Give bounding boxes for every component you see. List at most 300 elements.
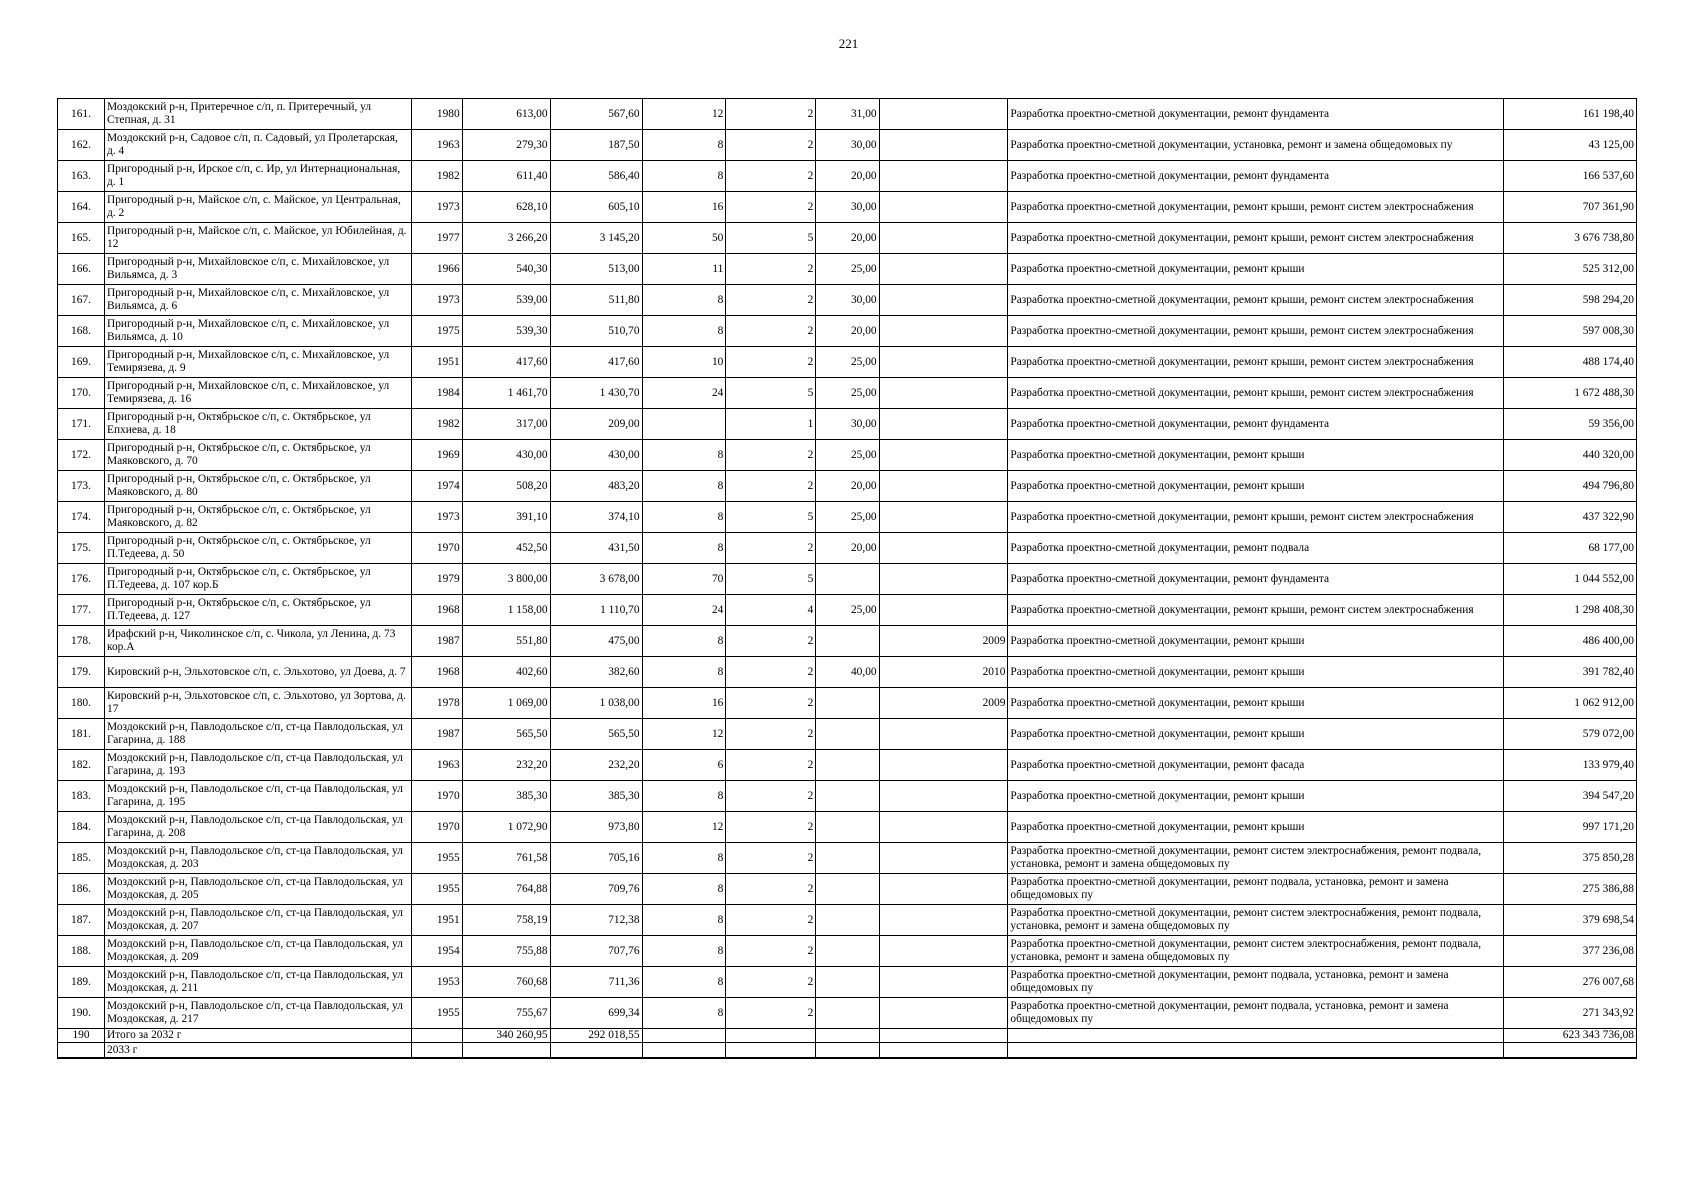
row-number: 166.: [58, 254, 105, 285]
row-number: 187.: [58, 905, 105, 936]
table-row: [58, 626, 1637, 657]
row-area-living: 374,10: [550, 502, 642, 533]
row-cost: 377 236,08: [1504, 936, 1637, 967]
row-wear: [816, 626, 879, 657]
row-repair-year: 2010: [879, 657, 1008, 688]
row-cost: 391 782,40: [1504, 657, 1637, 688]
row-repair-year: [879, 812, 1008, 843]
row-address: Моздокский р-н, Павлодольское с/п, ст-ца Павлодольская, ул Моздокская, д. 209: [105, 936, 412, 967]
row-area-living: 565,50: [550, 719, 642, 750]
row-floors: 2: [726, 688, 816, 719]
row-works: Разработка проектно-сметной документации, ремонт крыши, ремонт систем электроснабжения: [1008, 502, 1504, 533]
row-cost: 59 356,00: [1504, 409, 1637, 440]
row-floors: 2: [726, 192, 816, 223]
row-repair-year: [879, 595, 1008, 626]
row-build-year: 1982: [411, 409, 462, 440]
row-number: 173.: [58, 471, 105, 502]
row-floors: 2: [726, 440, 816, 471]
row-wear: 25,00: [816, 440, 879, 471]
row-cost: 379 698,54: [1504, 905, 1637, 936]
row-area-living: 510,70: [550, 316, 642, 347]
row-floors: 2: [726, 874, 816, 905]
row-area-living: 232,20: [550, 750, 642, 781]
table-row: [58, 223, 1637, 254]
row-wear: [816, 719, 879, 750]
row-area-total: 613,00: [462, 99, 550, 130]
row-area-total: 1 072,90: [462, 812, 550, 843]
table-row: [58, 347, 1637, 378]
row-area-total: 755,88: [462, 936, 550, 967]
row-area-total: 391,10: [462, 502, 550, 533]
row-floors: 2: [726, 657, 816, 688]
row-repair-year: [879, 223, 1008, 254]
row-build-year: 1975: [411, 316, 462, 347]
row-apartments: 8: [642, 905, 726, 936]
row-apartments: 8: [642, 471, 726, 502]
row-number: 163.: [58, 161, 105, 192]
row-repair-year: [879, 161, 1008, 192]
row-address: Моздокский р-н, Павлодольское с/п, ст-ца Павлодольская, ул Гагарина, д. 208: [105, 812, 412, 843]
row-works: Разработка проектно-сметной документации, ремонт крыши: [1008, 688, 1504, 719]
row-cost: 997 171,20: [1504, 812, 1637, 843]
row-address: Моздокский р-н, Павлодольское с/п, ст-ца Павлодольская, ул Моздокская, д. 217: [105, 998, 412, 1029]
row-build-year: 1969: [411, 440, 462, 471]
row-apartments: 24: [642, 378, 726, 409]
row-repair-year: [879, 471, 1008, 502]
row-area-living: 3 678,00: [550, 564, 642, 595]
row-area-total: 539,00: [462, 285, 550, 316]
row-works: Разработка проектно-сметной документации, ремонт крыши: [1008, 626, 1504, 657]
row-apartments: 8: [642, 781, 726, 812]
row-area-total: 540,30: [462, 254, 550, 285]
row-wear: 30,00: [816, 130, 879, 161]
row-number: 164.: [58, 192, 105, 223]
row-area-living: 605,10: [550, 192, 642, 223]
row-number: 168.: [58, 316, 105, 347]
row-wear: 25,00: [816, 595, 879, 626]
row-number: 176.: [58, 564, 105, 595]
row-cost: 440 320,00: [1504, 440, 1637, 471]
row-floors: 2: [726, 130, 816, 161]
row-area-living: 431,50: [550, 533, 642, 564]
row-wear: [816, 688, 879, 719]
row-works: Разработка проектно-сметной документации, ремонт подвала: [1008, 533, 1504, 564]
row-repair-year: 2009: [879, 626, 1008, 657]
row-wear: 20,00: [816, 316, 879, 347]
row-works: Разработка проектно-сметной документации, ремонт крыши: [1008, 781, 1504, 812]
row-wear: [816, 781, 879, 812]
row-repair-year: [879, 781, 1008, 812]
table-row: [58, 874, 1637, 905]
total-row: [58, 1029, 1637, 1043]
row-address: Моздокский р-н, Павлодольское с/п, ст-ца Павлодольская, ул Моздокская, д. 205: [105, 874, 412, 905]
row-apartments: 12: [642, 99, 726, 130]
row-number: 190.: [58, 998, 105, 1029]
row-works: Разработка проектно-сметной документации, ремонт крыши: [1008, 812, 1504, 843]
row-area-total: 611,40: [462, 161, 550, 192]
row-floors: 2: [726, 533, 816, 564]
row-area-living: 475,00: [550, 626, 642, 657]
row-area-living: 1 110,70: [550, 595, 642, 626]
row-area-total: 317,00: [462, 409, 550, 440]
row-address: Пригородный р-н, Михайловское с/п, с. Михайловское, ул Темирязева, д. 9: [105, 347, 412, 378]
row-build-year: 1970: [411, 781, 462, 812]
row-wear: 25,00: [816, 347, 879, 378]
row-build-year: 1970: [411, 533, 462, 564]
row-floors: 2: [726, 254, 816, 285]
table-row: [58, 161, 1637, 192]
row-apartments: 8: [642, 533, 726, 564]
row-area-living: 712,38: [550, 905, 642, 936]
row-build-year: 1970: [411, 812, 462, 843]
row-wear: [816, 967, 879, 998]
table-row: [58, 440, 1637, 471]
row-area-living: 382,60: [550, 657, 642, 688]
row-number: 178.: [58, 626, 105, 657]
row-works: Разработка проектно-сметной документации, ремонт крыши, ремонт систем электроснабжения: [1008, 223, 1504, 254]
row-apartments: 8: [642, 161, 726, 192]
row-works: Разработка проектно-сметной документации, ремонт систем электроснабжения, ремонт подвала, установка, ремонт и замена общедомовых пу: [1008, 936, 1504, 967]
table-row: [58, 657, 1637, 688]
row-repair-year: [879, 192, 1008, 223]
row-cost: 579 072,00: [1504, 719, 1637, 750]
row-floors: 2: [726, 781, 816, 812]
row-works: Разработка проектно-сметной документации, ремонт крыши, ремонт систем электроснабжения: [1008, 378, 1504, 409]
row-wear: 20,00: [816, 223, 879, 254]
year-heading: 2033 г: [105, 1043, 412, 1059]
row-number: 174.: [58, 502, 105, 533]
row-works: Разработка проектно-сметной документации, ремонт крыши, ремонт систем электроснабжения: [1008, 192, 1504, 223]
row-cost: 394 547,20: [1504, 781, 1637, 812]
total-label: Итого за 2032 г: [105, 1029, 412, 1043]
row-works: Разработка проектно-сметной документации, ремонт крыши: [1008, 657, 1504, 688]
row-apartments: 8: [642, 843, 726, 874]
row-number: 162.: [58, 130, 105, 161]
row-address: Пригородный р-н, Михайловское с/п, с. Михайловское, ул Вильямса, д. 10: [105, 316, 412, 347]
row-works: Разработка проектно-сметной документации, ремонт фундамента: [1008, 161, 1504, 192]
row-floors: 5: [726, 502, 816, 533]
row-apartments: 8: [642, 626, 726, 657]
row-build-year: 1951: [411, 347, 462, 378]
row-repair-year: [879, 440, 1008, 471]
row-works: Разработка проектно-сметной документации, ремонт крыши: [1008, 719, 1504, 750]
table-row: [58, 812, 1637, 843]
row-repair-year: [879, 750, 1008, 781]
row-apartments: 16: [642, 688, 726, 719]
row-repair-year: [879, 347, 1008, 378]
row-address: Пригородный р-н, Октябрьское с/п, с. Октябрьское, ул Маяковского, д. 70: [105, 440, 412, 471]
row-works: Разработка проектно-сметной документации, ремонт фундамента: [1008, 564, 1504, 595]
table-row: [58, 254, 1637, 285]
row-area-total: 551,80: [462, 626, 550, 657]
row-build-year: 1955: [411, 998, 462, 1029]
row-wear: [816, 812, 879, 843]
row-floors: 2: [726, 316, 816, 347]
row-number: 184.: [58, 812, 105, 843]
row-repair-year: [879, 967, 1008, 998]
page-number: 221: [838, 36, 859, 51]
row-cost: 375 850,28: [1504, 843, 1637, 874]
row-floors: 2: [726, 812, 816, 843]
row-address: Пригородный р-н, Михайловское с/п, с. Михайловское, ул Темирязева, д. 16: [105, 378, 412, 409]
row-area-living: 187,50: [550, 130, 642, 161]
row-works: Разработка проектно-сметной документации, ремонт крыши: [1008, 254, 1504, 285]
row-number: 175.: [58, 533, 105, 564]
row-cost: 68 177,00: [1504, 533, 1637, 564]
row-floors: 2: [726, 347, 816, 378]
row-address: Пригородный р-н, Майское с/п, с. Майское, ул Юбилейная, д. 12: [105, 223, 412, 254]
row-repair-year: [879, 316, 1008, 347]
row-area-total: 3 266,20: [462, 223, 550, 254]
row-build-year: 1978: [411, 688, 462, 719]
table-row: [58, 316, 1637, 347]
table-row: [58, 130, 1637, 161]
table-row: [58, 502, 1637, 533]
row-address: Моздокский р-н, Павлодольское с/п, ст-ца Павлодольская, ул Гагарина, д. 195: [105, 781, 412, 812]
row-apartments: 8: [642, 967, 726, 998]
row-repair-year: [879, 99, 1008, 130]
row-cost: 275 386,88: [1504, 874, 1637, 905]
row-cost: 598 294,20: [1504, 285, 1637, 316]
row-build-year: 1973: [411, 192, 462, 223]
row-build-year: 1968: [411, 595, 462, 626]
row-works: Разработка проектно-сметной документации, ремонт фундамента: [1008, 99, 1504, 130]
row-area-living: 209,00: [550, 409, 642, 440]
table-row: [58, 905, 1637, 936]
row-repair-year: [879, 378, 1008, 409]
total-count: 190: [58, 1029, 105, 1043]
row-floors: 5: [726, 564, 816, 595]
row-wear: 40,00: [816, 657, 879, 688]
row-area-total: 539,30: [462, 316, 550, 347]
row-apartments: 8: [642, 130, 726, 161]
row-number: 186.: [58, 874, 105, 905]
row-number: 171.: [58, 409, 105, 440]
row-area-living: 711,36: [550, 967, 642, 998]
table-row: [58, 533, 1637, 564]
row-build-year: 1982: [411, 161, 462, 192]
row-repair-year: [879, 998, 1008, 1029]
row-area-total: 761,58: [462, 843, 550, 874]
row-wear: [816, 998, 879, 1029]
row-floors: 2: [726, 843, 816, 874]
row-floors: 2: [726, 471, 816, 502]
row-area-living: 430,00: [550, 440, 642, 471]
row-build-year: 1977: [411, 223, 462, 254]
row-build-year: 1954: [411, 936, 462, 967]
table-row: [58, 998, 1637, 1029]
row-cost: 488 174,40: [1504, 347, 1637, 378]
row-address: Пригородный р-н, Октябрьское с/п, с. Октябрьское, ул П.Тедеева, д. 50: [105, 533, 412, 564]
row-number: 189.: [58, 967, 105, 998]
row-address: Пригородный р-н, Октябрьское с/п, с. Октябрьское, ул П.Тедеева, д. 127: [105, 595, 412, 626]
row-number: 185.: [58, 843, 105, 874]
row-area-total: 430,00: [462, 440, 550, 471]
table-row: [58, 378, 1637, 409]
row-address: Пригородный р-н, Майское с/п, с. Майское, ул Центральная, д. 2: [105, 192, 412, 223]
row-build-year: 1968: [411, 657, 462, 688]
row-repair-year: 2009: [879, 688, 1008, 719]
row-number: 180.: [58, 688, 105, 719]
row-wear: [816, 905, 879, 936]
row-works: Разработка проектно-сметной документации, ремонт крыши: [1008, 471, 1504, 502]
row-address: Кировский р-н, Эльхотовское с/п, с. Эльхотово, ул Доева, д. 7: [105, 657, 412, 688]
row-apartments: [642, 409, 726, 440]
table-row: [58, 564, 1637, 595]
row-wear: 25,00: [816, 502, 879, 533]
row-works: Разработка проектно-сметной документации, ремонт подвала, установка, ремонт и замена общедомовых пу: [1008, 998, 1504, 1029]
row-number: 167.: [58, 285, 105, 316]
row-address: Моздокский р-н, Павлодольское с/п, ст-ца Павлодольская, ул Гагарина, д. 193: [105, 750, 412, 781]
row-area-total: 1 158,00: [462, 595, 550, 626]
row-area-total: 628,10: [462, 192, 550, 223]
row-number: 161.: [58, 99, 105, 130]
table-row: [58, 192, 1637, 223]
capital-repair-table: [57, 98, 1637, 1059]
total-area-living: 292 018,55: [550, 1029, 642, 1043]
row-build-year: 1973: [411, 502, 462, 533]
row-area-living: 699,34: [550, 998, 642, 1029]
row-area-total: 758,19: [462, 905, 550, 936]
row-area-living: 1 430,70: [550, 378, 642, 409]
row-area-living: 417,60: [550, 347, 642, 378]
row-number: 181.: [58, 719, 105, 750]
table-row: [58, 471, 1637, 502]
row-wear: 20,00: [816, 533, 879, 564]
row-apartments: 8: [642, 316, 726, 347]
row-apartments: 12: [642, 719, 726, 750]
row-area-total: 232,20: [462, 750, 550, 781]
row-repair-year: [879, 285, 1008, 316]
row-repair-year: [879, 843, 1008, 874]
table-row: [58, 781, 1637, 812]
row-wear: 30,00: [816, 285, 879, 316]
row-wear: 31,00: [816, 99, 879, 130]
row-build-year: 1984: [411, 378, 462, 409]
row-floors: 2: [726, 626, 816, 657]
row-cost: 133 979,40: [1504, 750, 1637, 781]
row-build-year: 1987: [411, 719, 462, 750]
row-address: Пригородный р-н, Ирское с/п, с. Ир, ул Интернациональная, д. 1: [105, 161, 412, 192]
row-floors: 2: [726, 998, 816, 1029]
row-apartments: 70: [642, 564, 726, 595]
row-build-year: 1963: [411, 130, 462, 161]
row-apartments: 24: [642, 595, 726, 626]
row-apartments: 16: [642, 192, 726, 223]
row-area-total: 508,20: [462, 471, 550, 502]
row-cost: 271 343,92: [1504, 998, 1637, 1029]
row-floors: 5: [726, 223, 816, 254]
row-works: Разработка проектно-сметной документации, ремонт фасада: [1008, 750, 1504, 781]
row-cost: 1 044 552,00: [1504, 564, 1637, 595]
row-floors: 2: [726, 161, 816, 192]
row-apartments: 8: [642, 285, 726, 316]
row-area-total: 3 800,00: [462, 564, 550, 595]
row-area-living: 973,80: [550, 812, 642, 843]
row-build-year: 1955: [411, 874, 462, 905]
row-build-year: 1974: [411, 471, 462, 502]
row-apartments: 11: [642, 254, 726, 285]
row-repair-year: [879, 533, 1008, 564]
row-area-total: 385,30: [462, 781, 550, 812]
row-repair-year: [879, 502, 1008, 533]
row-cost: 43 125,00: [1504, 130, 1637, 161]
row-area-total: 1 069,00: [462, 688, 550, 719]
row-area-living: 567,60: [550, 99, 642, 130]
row-cost: 3 676 738,80: [1504, 223, 1637, 254]
row-floors: 5: [726, 378, 816, 409]
row-build-year: 1966: [411, 254, 462, 285]
row-repair-year: [879, 130, 1008, 161]
row-number: 172.: [58, 440, 105, 471]
row-area-living: 709,76: [550, 874, 642, 905]
row-wear: 30,00: [816, 409, 879, 440]
table-row: [58, 688, 1637, 719]
year-heading-row: [58, 1043, 1637, 1059]
row-floors: 2: [726, 719, 816, 750]
row-apartments: 8: [642, 998, 726, 1029]
row-repair-year: [879, 409, 1008, 440]
row-address: Моздокский р-н, Павлодольское с/п, ст-ца Павлодольская, ул Гагарина, д. 188: [105, 719, 412, 750]
row-cost: 597 008,30: [1504, 316, 1637, 347]
total-cost: 623 343 736,08: [1504, 1029, 1637, 1043]
row-address: Пригородный р-н, Михайловское с/п, с. Михайловское, ул Вильямса, д. 6: [105, 285, 412, 316]
table-row: [58, 409, 1637, 440]
row-build-year: 1951: [411, 905, 462, 936]
row-number: 188.: [58, 936, 105, 967]
row-wear: [816, 564, 879, 595]
row-area-total: 764,88: [462, 874, 550, 905]
row-number: 182.: [58, 750, 105, 781]
row-floors: 4: [726, 595, 816, 626]
row-cost: 707 361,90: [1504, 192, 1637, 223]
row-wear: 25,00: [816, 378, 879, 409]
table-row: [58, 99, 1637, 130]
row-wear: 20,00: [816, 471, 879, 502]
row-floors: 2: [726, 967, 816, 998]
row-works: Разработка проектно-сметной документации, установка, ремонт и замена общедомовых пу: [1008, 130, 1504, 161]
row-area-total: 1 461,70: [462, 378, 550, 409]
row-area-total: 452,50: [462, 533, 550, 564]
row-number: 183.: [58, 781, 105, 812]
row-apartments: 10: [642, 347, 726, 378]
row-cost: 437 322,90: [1504, 502, 1637, 533]
row-build-year: 1963: [411, 750, 462, 781]
row-wear: 25,00: [816, 254, 879, 285]
row-area-total: 760,68: [462, 967, 550, 998]
row-build-year: 1980: [411, 99, 462, 130]
row-cost: 486 400,00: [1504, 626, 1637, 657]
row-repair-year: [879, 719, 1008, 750]
row-build-year: 1955: [411, 843, 462, 874]
row-area-living: 511,80: [550, 285, 642, 316]
row-number: 179.: [58, 657, 105, 688]
row-wear: [816, 843, 879, 874]
row-cost: 1 672 488,30: [1504, 378, 1637, 409]
row-floors: 2: [726, 285, 816, 316]
row-works: Разработка проектно-сметной документации, ремонт крыши, ремонт систем электроснабжения: [1008, 285, 1504, 316]
row-works: Разработка проектно-сметной документации, ремонт систем электроснабжения, ремонт подвала, установка, ремонт и замена общедомовых пу: [1008, 905, 1504, 936]
row-cost: 525 312,00: [1504, 254, 1637, 285]
table-row: [58, 595, 1637, 626]
row-number: 170.: [58, 378, 105, 409]
row-address: Моздокский р-н, Притеречное с/п, п. Притеречный, ул Степная, д. 31: [105, 99, 412, 130]
table-row: [58, 285, 1637, 316]
row-works: Разработка проектно-сметной документации, ремонт систем электроснабжения, ремонт подвала, установка, ремонт и замена общедомовых пу: [1008, 843, 1504, 874]
table-row: [58, 843, 1637, 874]
row-address: Пригородный р-н, Октябрьское с/п, с. Октябрьское, ул Маяковского, д. 80: [105, 471, 412, 502]
row-address: Пригородный р-н, Михайловское с/п, с. Михайловское, ул Вильямса, д. 3: [105, 254, 412, 285]
